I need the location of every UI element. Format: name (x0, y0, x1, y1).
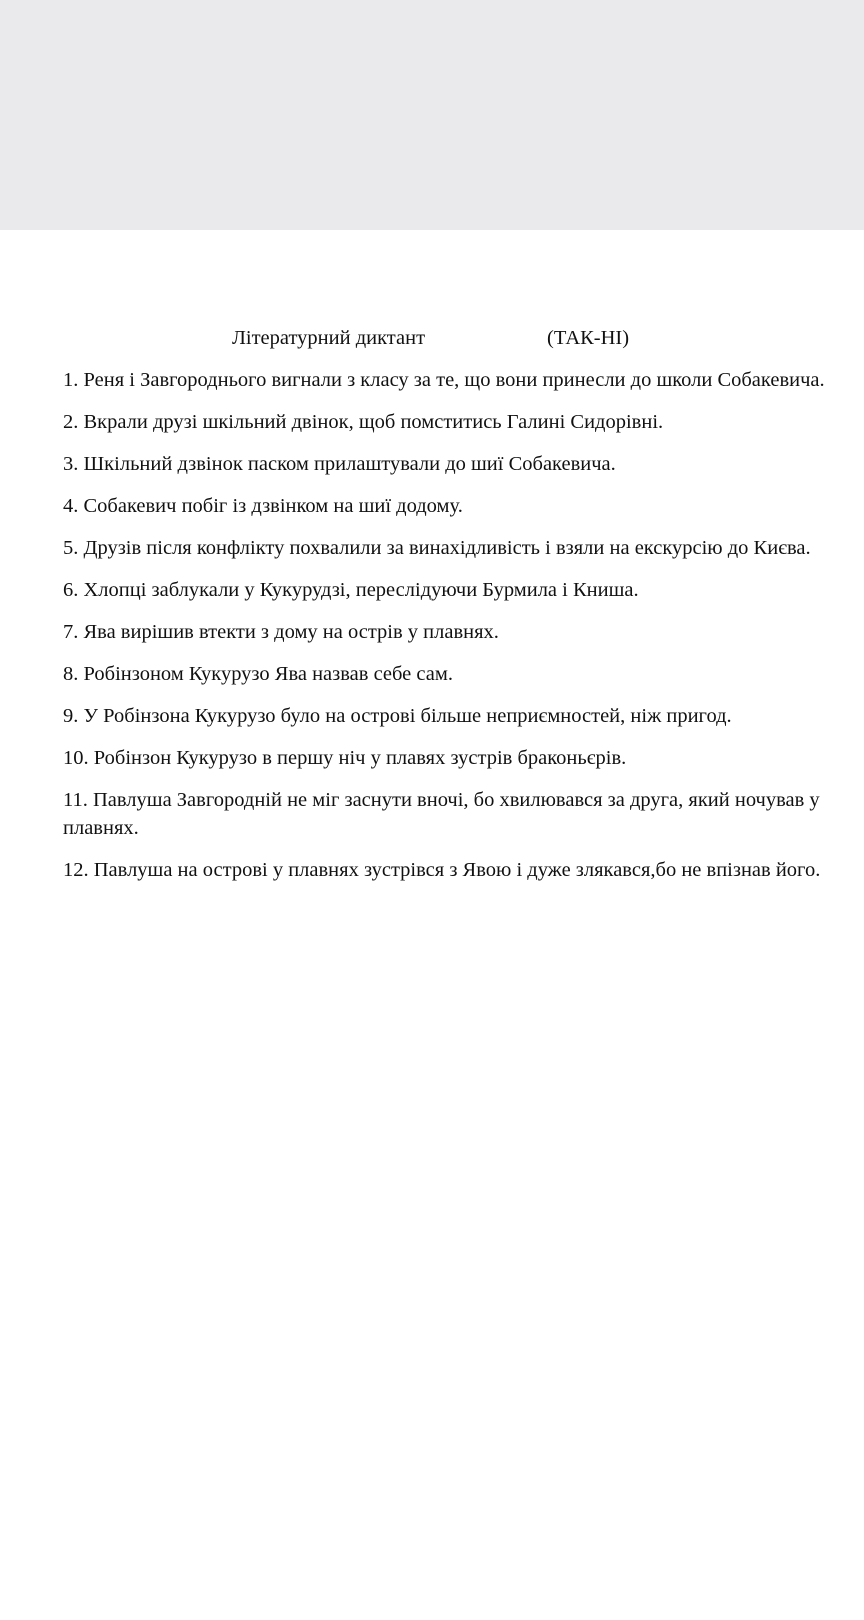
question-item: 6. Хлопці заблукали у Кукурудзі, переслідуючи Бурмила і Книша. (63, 579, 639, 601)
document-title: Літературний диктант (232, 327, 426, 349)
question-item: 1. Реня і Завгороднього вигнали з класу за те, що вони принесли до школи Собакевича. (63, 369, 825, 391)
question-item: 11. Павлуша Завгородній не міг заснути вночі, бо хвилювався за друга, який ночував у плавнях. (63, 789, 820, 839)
question-item: 12. Павлуша на острові у плавнях зустрівся з Явою і дуже злякався,бо не впізнав його. (63, 859, 821, 881)
question-item: 4. Собакевич побіг із дзвінком на шиї додому. (63, 495, 463, 517)
document-subtitle: (ТАК-НІ) (547, 327, 630, 349)
question-item: 9. У Робінзона Кукурузо було на острові більше неприємностей, ніж пригод. (63, 705, 732, 727)
question-item: 3. Шкільний дзвінок паском прилаштували до шиї Собакевича. (63, 453, 616, 475)
question-item: 8. Робінзоном Кукурузо Ява назвав себе сам. (63, 663, 453, 685)
question-item: 10. Робінзон Кукурузо в першу ніч у плавях зустрів браконьєрів. (63, 747, 627, 769)
question-list (63, 366, 853, 898)
question-item: 5. Друзів після конфлікту похвалили за винахідливість і взяли на екскурсію до Києва. (63, 537, 811, 559)
question-item: 7. Ява вирішив втекти з дому на острів у плавнях. (63, 621, 499, 643)
top-gray-band (0, 0, 864, 230)
question-item: 2. Вкрали друзі шкільний двінок, щоб помститись Галині Сидорівні. (63, 411, 664, 433)
document-page (0, 230, 864, 1620)
